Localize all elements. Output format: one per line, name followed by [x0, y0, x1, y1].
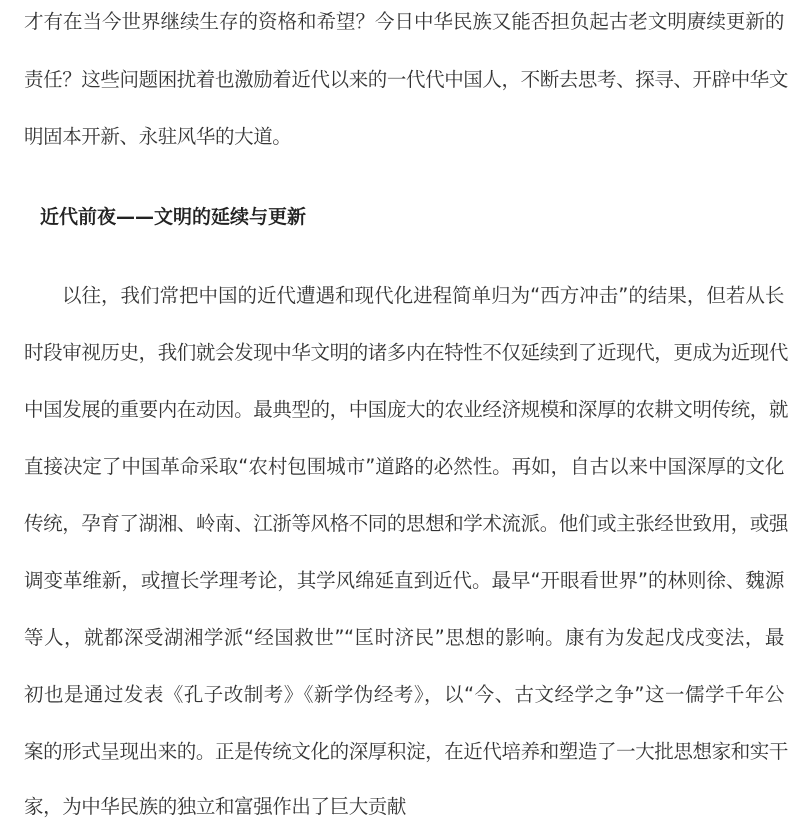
text-line: 时段审视历史，我们就会发现中华文明的诸多内在特性不仅延续到了近现代，更成为近现代 — [24, 341, 789, 364]
text-line: 直接决定了中国革命采取“农村包围城市”道路的必然性。再如，自古以来中国深厚的文化 — [24, 455, 784, 478]
text-line: 责任？这些问题困扰着也激励着近代以来的一代代中国人，不断去思考、探寻、开辟中华文 — [24, 68, 789, 91]
text-line: 初也是通过发表《孔子改制考》《新学伪经考》，以“今、古文经学之争”这一儒学千年公 — [24, 683, 784, 706]
text-line: 才有在当今世界继续生存的资格和希望？今日中华民族又能否担负起古老文明赓续更新的 — [24, 10, 784, 33]
text-line: 案的形式呈现出来的。正是传统文化的深厚积淀，在近代培养和塑造了一大批思想家和实干 — [24, 740, 789, 763]
text-line: 明固本开新、永驻风华的大道。 — [24, 125, 292, 148]
text-line: 传统，孕育了湖湘、岭南、江浙等风格不同的思想和学术流派。他们或主张经世致用，或强 — [24, 512, 789, 535]
section-heading: 近代前夜——文明的延续与更新 — [40, 206, 307, 228]
text-line: 中国发展的重要内在动因。最典型的，中国庞大的农业经济规模和深厚的农耕文明传统，就 — [24, 398, 789, 421]
text-line: 家，为中华民族的独立和富强作出了巨大贡献 — [24, 795, 407, 818]
text-line: 以往，我们常把中国的近代遭遇和现代化进程简单归为“西方冲击”的结果，但若从长 — [62, 284, 784, 307]
text-line: 调变革维新，或擅长学理考论，其学风绵延直到近代。最早“开眼看世界”的林则徐、魏源 — [24, 569, 784, 592]
text-line: 等人，就都深受湖湘学派“经国救世”“匡时济民”思想的影响。康有为发起戊戌变法，最 — [24, 626, 784, 649]
